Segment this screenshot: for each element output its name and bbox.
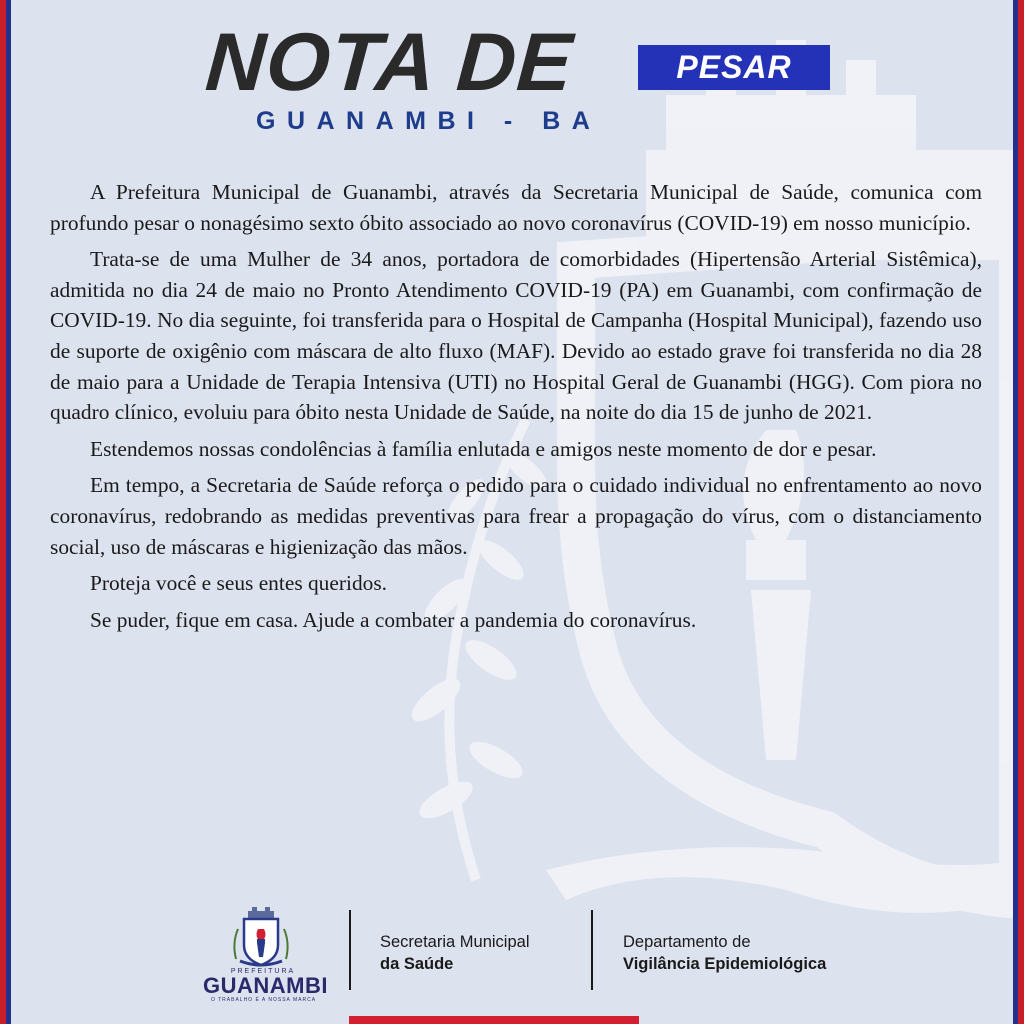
city-subtitle: GUANAMBI - BA [256, 107, 602, 135]
guanambi-crest-icon [228, 903, 294, 973]
pesar-badge: PESAR [638, 45, 830, 90]
secretaria-saude-label [380, 931, 529, 975]
footer [6, 895, 1018, 1005]
paragraph-case-details: Trata-se de uma Mulher de 34 anos, portadora de comorbidades (Hipertensão Arterial Sistêmica), admitida no dia 24 de maio no Pronto Atendimento COVID-19 (PA) em Guanambi, com confirmação de COVID-19. No dia seguinte, foi transferida para o Hospital de Campanha (Hospital Municipal), fazendo uso de suporte de oxigênio com máscara de alto fluxo (MAF). Devido ao estado grave foi transferida no dia 28 de maio para a Unidade de Terapia Intensiva (UTI) no Hospital Geral de Guanambi (HGG). Com piora no quadro clínico, evoluiu para óbito nesta Unidade de Saúde, na noite do dia 15 de junho de 2021. [50, 247, 982, 425]
logo-prefeitura-label: PREFEITURA [230, 968, 296, 975]
paragraph-stay-home: Se puder, fique em casa. Ajude a combater a pandemia do coronavírus. [90, 607, 697, 632]
logo-guanambi-name: GUANAMBI [203, 973, 328, 998]
paragraph-protect: Proteja você e seus entes queridos. [90, 571, 388, 596]
departamento-vigilancia-label [623, 931, 826, 975]
notice-body [50, 177, 982, 641]
secretaria-line2: da Saúde [380, 955, 454, 973]
paragraph-condolences: Estendemos nossas condolências à família enlutada e amigos neste momento de dor e pesar. [90, 436, 877, 461]
footer-divider [591, 910, 593, 990]
paragraph-prevention: Em tempo, a Secretaria de Saúde reforça o pedido para o cuidado individual no enfrentamento ao novo coronavírus, redobrando as medidas preventivas para frear a propagação do vírus, com o distanciamento social, uso de máscaras e higienização das mãos. [50, 473, 982, 559]
departamento-line2: Vigilância Epidemiológica [623, 955, 827, 973]
footer-divider [349, 910, 351, 990]
departamento-line1: Departamento de [623, 933, 751, 951]
paragraph-announcement: A Prefeitura Municipal de Guanambi, através da Secretaria Municipal de Saúde, comunica com profundo pesar o nonagésimo sexto óbito associado ao novo coronavírus (COVID-19) em nosso município. [50, 180, 982, 235]
bottom-accent-bar [349, 1016, 639, 1024]
secretaria-line1: Secretaria Municipal [380, 933, 530, 951]
logo-tagline: O TRABALHO É A NOSSA MARCA [210, 997, 317, 1003]
notice-title: NOTA DE [202, 17, 577, 108]
